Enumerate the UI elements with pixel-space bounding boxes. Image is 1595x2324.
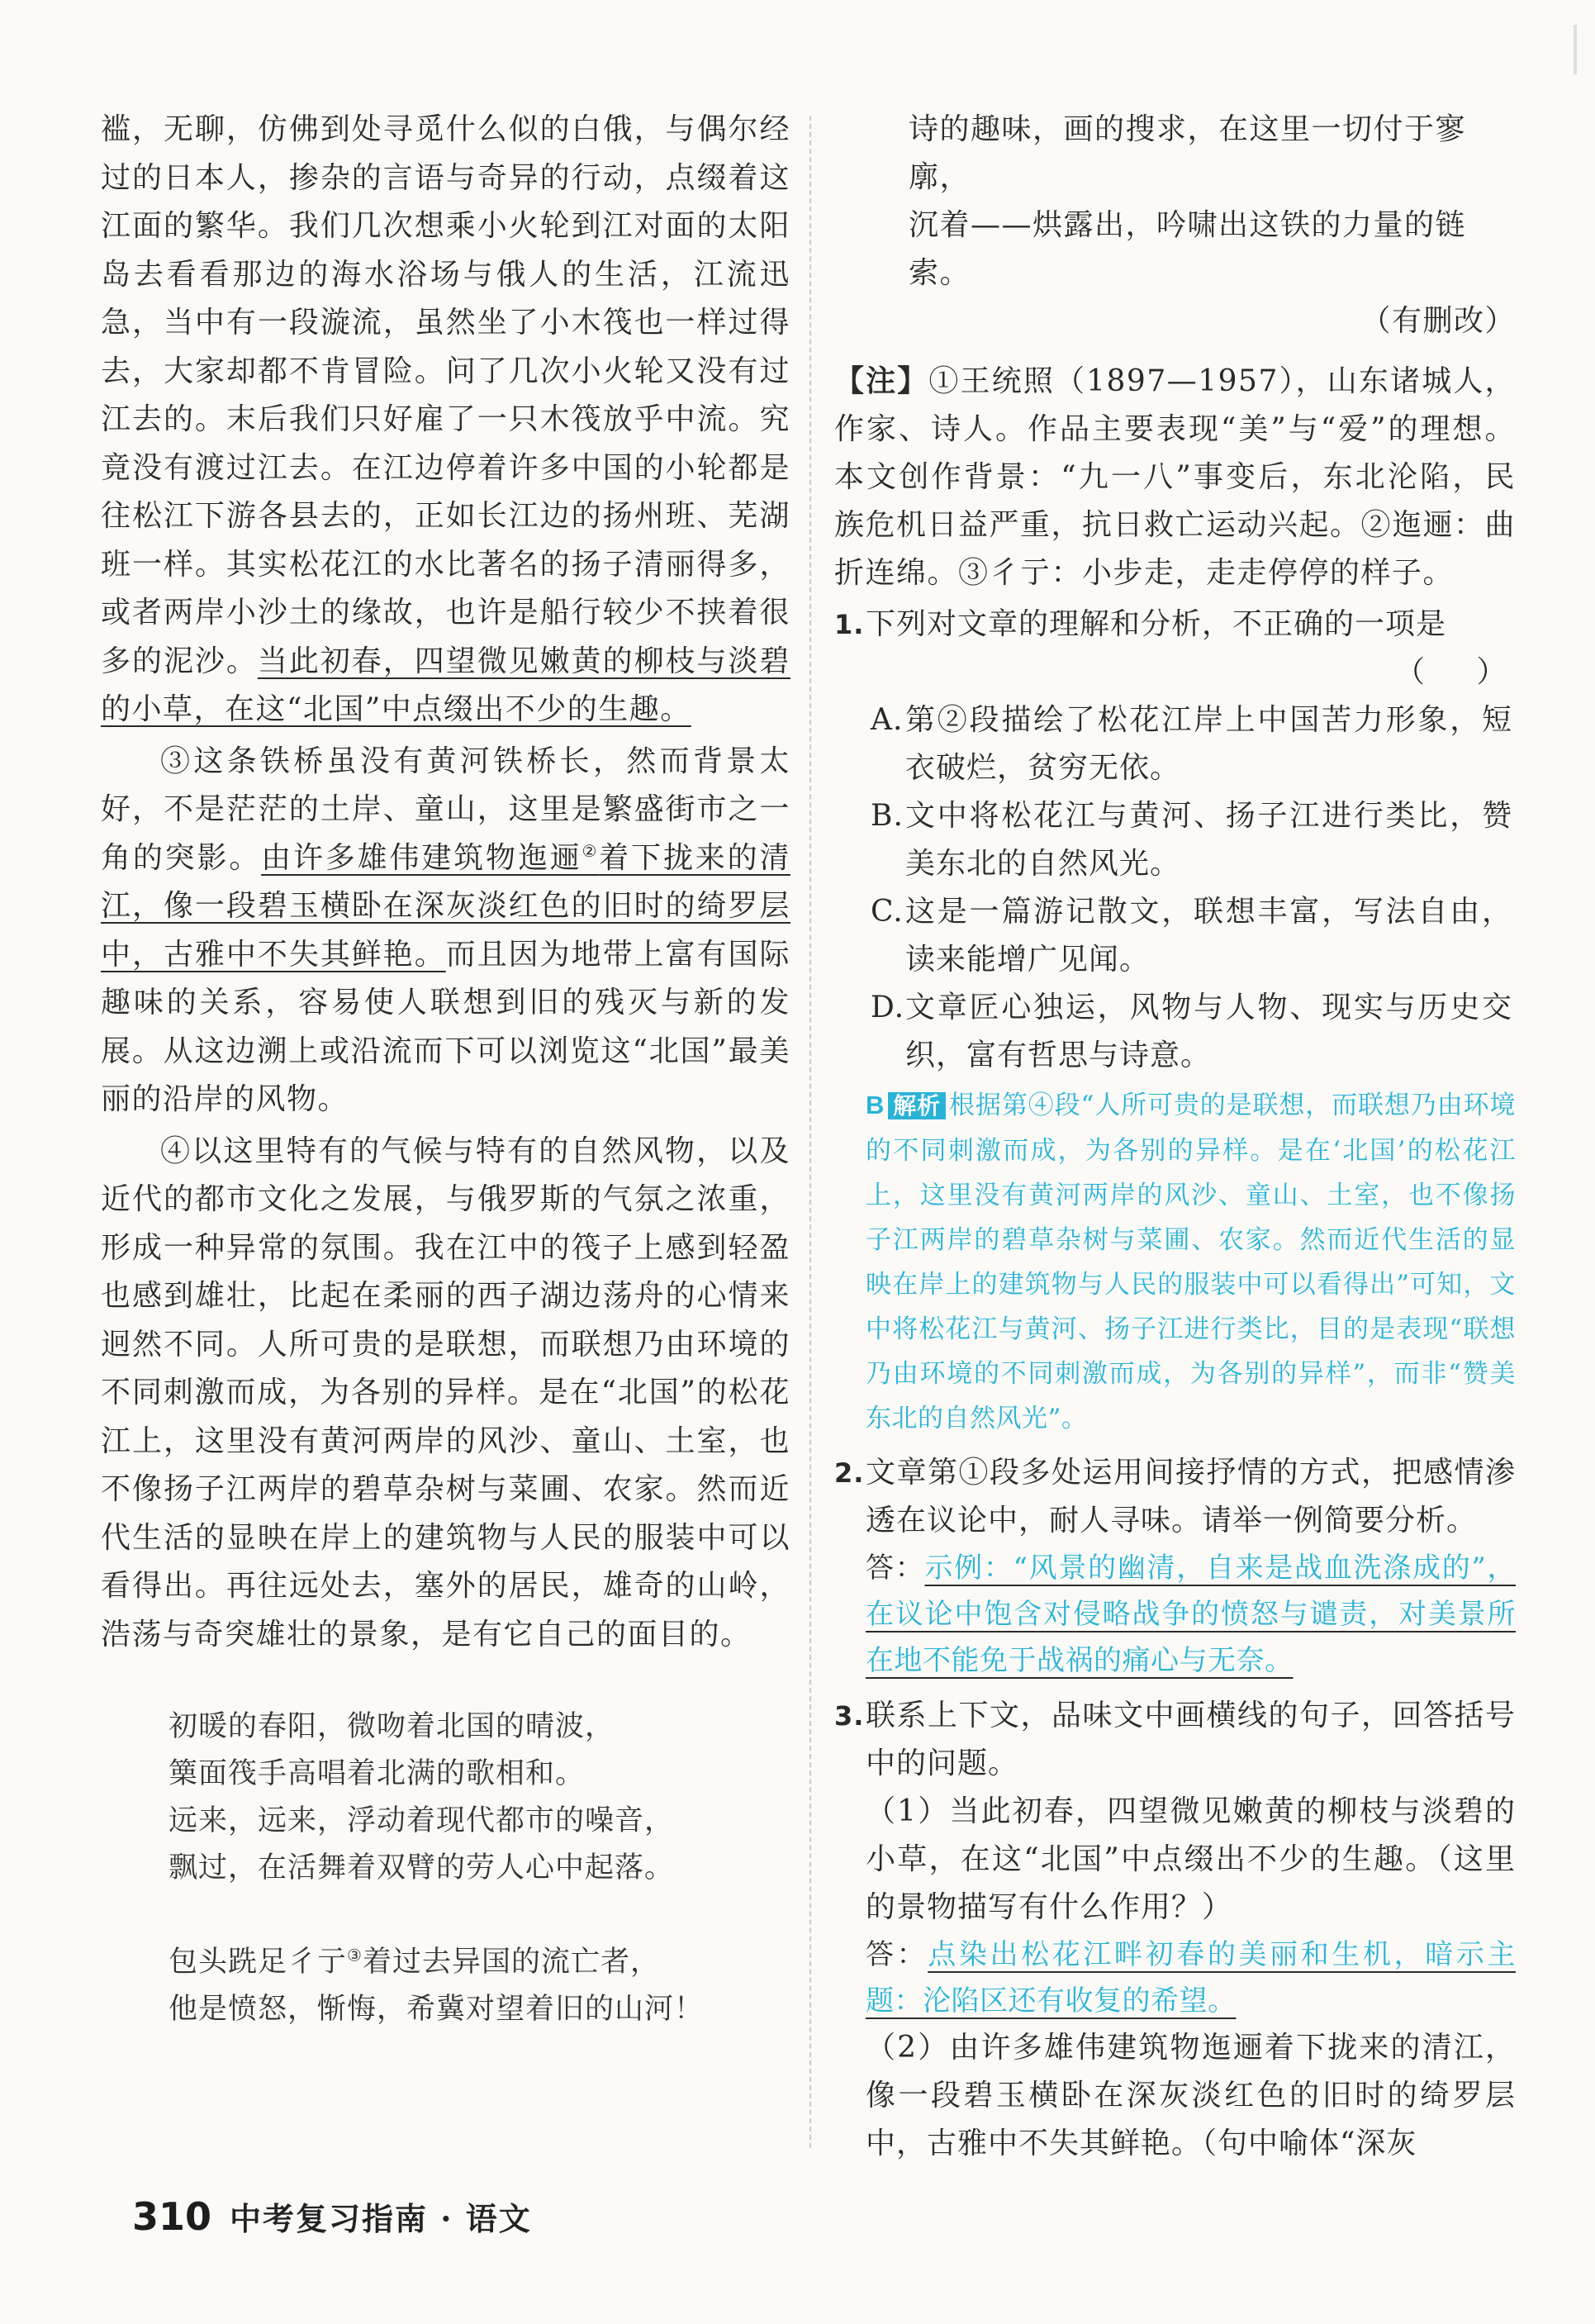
answer-2 — [866, 1545, 1516, 1684]
question-3 — [834, 1692, 1516, 1788]
poem-stanza-2 — [169, 1939, 790, 2033]
sub-question-1: （1）当此初春，四望微见嫩黄的柳枝与淡碧的小草，在这“北国”中点缀出不少的生趣。（这里的景物描写有什么作用？） — [866, 1794, 1516, 1924]
question-1 — [834, 601, 1516, 649]
passage-text: 而且因为地带上富有国际趣味的关系，容易使人联想到旧的残灭与新的发展。从这边溯上或沿流而下可以浏览这“北国”最美丽的沿岸的风物。 — [101, 937, 790, 1116]
question-stem: 联系上下文，品味文中画横线的句子，回答括号中的问题。 — [866, 1699, 1516, 1780]
footnotes: 【注】①王统照（1897—1957），山东诸城人，作家、诗人。作品主要表现“美”与“爱”的理想。本文创作背景：“九一八”事变后，东北沦陷，民族危机日益严重，抗日救亡运动兴起。②迤逦：曲折连绵。③彳亍：小步走，走走停停的样子。 — [834, 364, 1517, 590]
analysis-block: B 解析 根据第④段“人所可贵的是联想，而联想乃由环境的不同刺激而成，为各别的异样。是在‘北国’的松花江上，这里没有黄河两岸的风沙、童山、土室，也不像扬子江两岸的碧草杂树与菜圃、农家。然而近代生活的显映在岸上的建筑物与人民的服装中可以看得出”可知，文中将松花江与黄河、扬子江进行类比，目的是表现“联想乃由环境的不同刺激而成，为各别的异样”，而非“赞美东北的自然风光”。 — [866, 1091, 1516, 1433]
answer-text: 点染出松花江畔初春的美丽和生机，暗示主题：沦陷区还有收复的希望。 — [866, 1938, 1516, 2017]
book-title: 中考复习指南 · 语文 — [230, 2200, 532, 2237]
page-number: 310 — [132, 2194, 212, 2239]
embedded-poem — [101, 1704, 790, 2033]
poem-tail-line: 沉着——烘露出，吟啸出这铁的力量的链索。 — [909, 208, 1467, 290]
page-edge-mark — [1574, 25, 1577, 74]
page-footer — [132, 2193, 532, 2239]
question-number: 1. — [834, 609, 865, 640]
passage-text: 褴，无聊，仿佛到处寻觅什么似的白俄，与偶尔经过的日本人，掺杂的言语与奇异的行动，点缀着这江面的繁华。我们几次想乘小火轮到江对面的太阳岛去看看那边的海水浴场与俄人的生活，江流迅急，当中有一段漩流，虽然坐了小木筏也一样过得去，大家却都不肯冒险。问了几次小火轮又没有过江去的。末后我们只好雇了一只木筏放乎中流。究竟没有渡过江去。在江边停着许多中国的小轮都是往松江下游各县去的，正如长江边的扬州班、芜湖班一样。其实松花江的水比著名的扬子清丽得多，或者两岸小沙土的缘故，也许是船行较少不挟着很多的泥沙。 — [101, 112, 790, 678]
question-stem: 下列对文章的理解和分析，不正确的一项是 — [866, 607, 1447, 641]
answer-text: 示例：“风景的幽清，自来是战血洗涤成的”，在议论中饱含对侵略战争的愤怒与谴责，对美景所在地不能免于战祸的痛心与无奈。 — [866, 1552, 1517, 1677]
passage-paragraph-3 — [101, 738, 790, 1124]
poem-line: 飘过，在活舞着双臂的劳人心中起落。 — [169, 1851, 675, 1884]
underlined-sentence-2: 由许多雄伟建筑物迤逦②着下拢来的清江，像一段碧玉横卧在深灰淡红色的旧时的绮罗层中，古雅中不失其鲜艳。 — [101, 840, 790, 972]
poem-stanza-1 — [169, 1704, 790, 1892]
passage-text: ③这条铁桥虽没有黄河铁桥长，然而背景太好，不是茫茫的土岸、童山，这里是繁盛街市之一角的突影。 — [101, 744, 790, 875]
question-number: 3. — [834, 1700, 865, 1732]
correct-answer: B — [866, 1091, 885, 1119]
underlined-sentence-1: 当此初春，四望微见嫩黄的柳枝与淡碧的小草，在这“北国”中点缀出不少的生趣。 — [101, 644, 790, 726]
footnote-mark-3: ③ — [347, 1945, 363, 1965]
poem-line: 篥面筏手高唱着北满的歌相和。 — [169, 1757, 586, 1790]
analysis-badge: 解析 — [888, 1092, 946, 1119]
column-divider — [809, 116, 811, 2148]
note-tag: 【注】 — [834, 364, 929, 398]
poem-line: 他是愤怒，惭悔，希冀对望着旧的山河！ — [169, 1993, 705, 2026]
footnote-mark-2: ② — [582, 840, 600, 861]
poem-line: 包头跣足彳亍③着过去异国的流亡者， — [169, 1945, 660, 1979]
left-column — [101, 106, 790, 2033]
option-c: C. 这是一篇游记散文，联想丰富，写法自由，读来能增广见闻。 — [871, 895, 1512, 977]
option-d: D. 文章匠心独运，风物与人物、现实与历史交织，富有哲思与诗意。 — [871, 991, 1512, 1072]
passage-paragraph-2 — [101, 106, 790, 734]
answer-blank: （ ） — [1395, 655, 1507, 689]
answer-label: 答： — [866, 1938, 928, 1971]
sub-question-2: （2）由许多雄伟建筑物迤逦着下拢来的清江，像一段碧玉横卧在深灰淡红色的旧时的绮罗层中，古雅中不失其鲜艳。（句中喻体“深灰 — [866, 2031, 1516, 2160]
question-number: 2. — [834, 1457, 865, 1489]
poem-tail-line: 诗的趣味，画的搜求，在这里一切付于寥廓， — [909, 112, 1467, 194]
poem-line: 初暖的春阳，微吻着北国的晴波， — [169, 1710, 615, 1743]
answer-label: 答： — [866, 1552, 925, 1585]
right-column — [834, 106, 1516, 2168]
question-2 — [834, 1449, 1516, 1545]
source-note: （有删改） — [1360, 304, 1516, 338]
passage-paragraph-4: ④以这里特有的气候与特有的自然风物，以及近代的都市文化之发展，与俄罗斯的气氛之浓重，形成一种异常的氛围。我在江中的筏子上感到轻盈也感到雄壮，比起在柔丽的西子湖边荡舟的心情来迥然不同。人所可贵的是联想，而联想乃由环境的不同刺激而成，为各别的异样。是在“北国”的松花江上，这里没有黄河两岸的风沙、童山、土室，也不像扬子江两岸的碧草杂树与菜圃、农家。然而近代生活的显映在岸上的建筑物与人民的服装中可以看得出。再往远处去，塞外的居民，雄奇的山岭，浩荡与奇突雄壮的景象，是有它自己的面目的。 — [101, 1133, 790, 1652]
option-a: A. 第②段描绘了松花江岸上中国苦力形象，短衣破烂，贫穷无依。 — [871, 703, 1512, 785]
option-b: B. 文中将松花江与黄河、扬子江进行类比，赞美东北的自然风光。 — [871, 799, 1512, 881]
answer-3-1 — [866, 1932, 1516, 2024]
poem-line: 远来，远来，浮动着现代都市的噪音， — [169, 1804, 675, 1837]
question-stem: 文章第①段多处运用间接抒情的方式，把感情渗透在议论中，耐人寻味。请举一例简要分析。 — [866, 1456, 1516, 1537]
